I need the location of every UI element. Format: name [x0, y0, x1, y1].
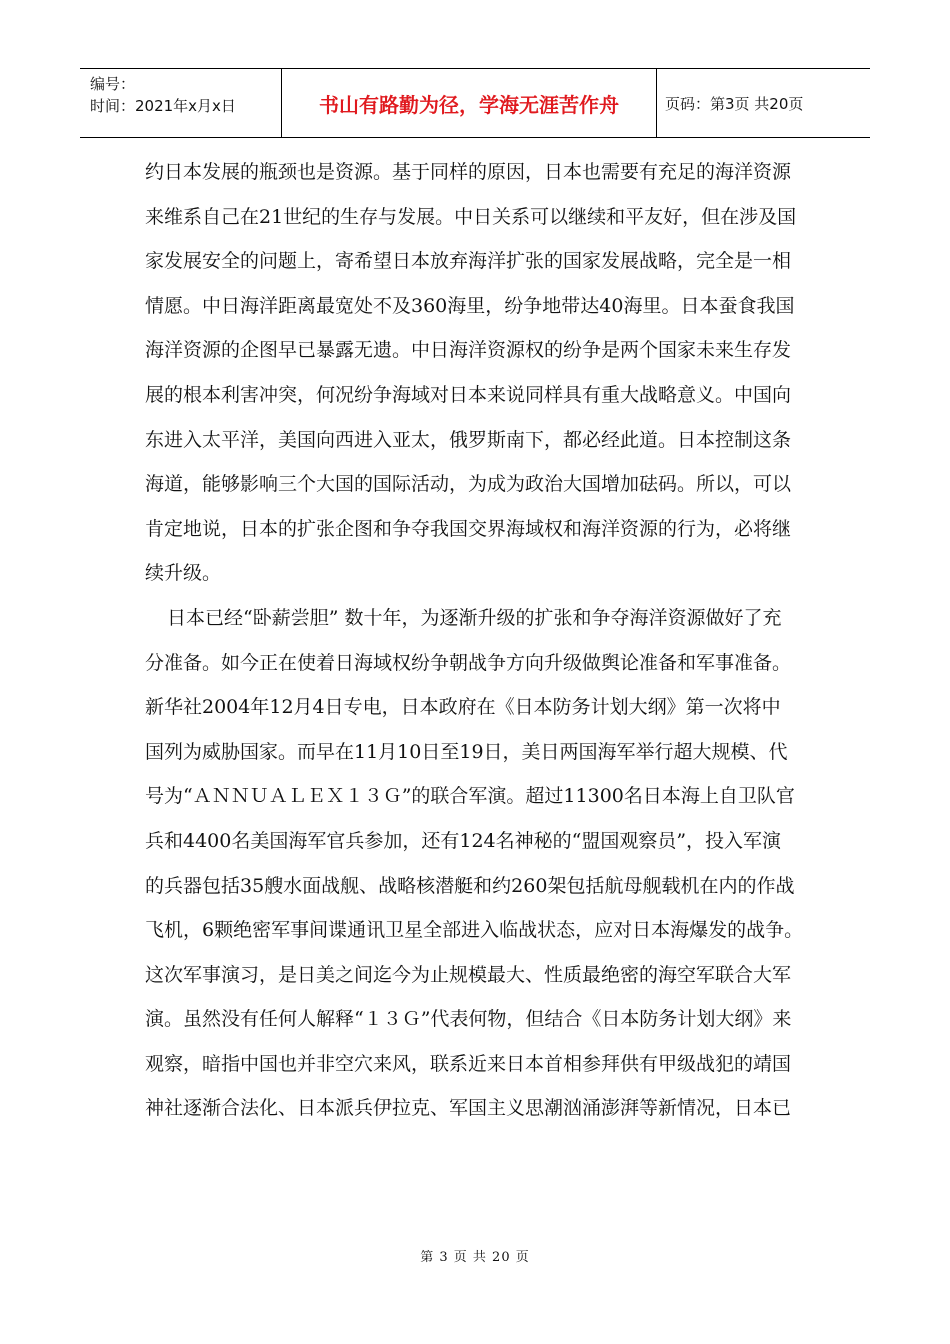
- text-line: 展的根本利害冲突，何况纷争海域对日本来说同样具有重大战略意义。中国向: [145, 383, 792, 406]
- header-meta: [80, 69, 282, 137]
- document-body: [145, 150, 817, 1131]
- page-header: [80, 68, 870, 138]
- text-line: 来维系自己在21世纪的生存与发展。中日关系可以继续和平友好，但在涉及国: [145, 205, 797, 228]
- text-line: 演。虽然没有任何人解释“１３Ｇ”代表何物，但结合《日本防务计划大纲》来: [145, 1008, 792, 1031]
- page-footer: 第 3 页 共 20 页: [420, 1250, 530, 1265]
- text-line: 新华社2004年12月4日专电，日本政府在《日本防务计划大纲》第一次将中: [145, 696, 781, 719]
- text-line: 观察，暗指中国也并非空穴来风，联系近来日本首相参拜供有甲级战犯的靖国: [145, 1052, 792, 1075]
- document-time-label: 时间：2021年x月x日: [90, 97, 236, 115]
- text-line: 海洋资源的企图早已暴露无遗。中日海洋资源权的纷争是两个国家未来生存发: [145, 339, 792, 362]
- text-line: 约日本发展的瓶颈也是资源。基于同样的原因，日本也需要有充足的海洋资源: [145, 161, 792, 183]
- text-line: 国列为威胁国家。而早在11月10日至19日，美日两国海军举行超大规模、代: [145, 740, 788, 763]
- text-line: 这次军事演习，是日美之间迄今为止规模最大、性质最绝密的海空军联合大军: [145, 963, 792, 986]
- document-number-label: 编号：: [90, 75, 136, 93]
- text-line: 飞机，6颗绝密军事间谍通讯卫星全部进入临战状态，应对日本海爆发的战争。: [145, 919, 804, 942]
- text-line-indented: 日本已经“卧薪尝胆” 数十年，为逐渐升级的扩张和争夺海洋资源做好了充: [167, 606, 782, 629]
- header-page-number: 页码：第3页 共20页: [665, 94, 804, 113]
- text-line: 分准备。如今正在使着日海域权纷争朝战争方向升级做舆论准备和军事准备。: [145, 651, 792, 674]
- text-line: 号为“ＡＮＮＵＡＬＥＸ１３Ｇ”的联合军演。超过11300名日本海上自卫队官: [145, 785, 795, 808]
- text-line: 海道，能够影响三个大国的国际活动，为成为政治大国增加砝码。所以，可以: [145, 473, 792, 496]
- text-line: 东进入太平洋，美国向西进入亚太，俄罗斯南下，都必经此道。日本控制这条: [145, 428, 792, 451]
- text-line: 神社逐渐合法化、日本派兵伊拉克、军国主义思潮汹涌澎湃等新情况，日本已: [145, 1097, 792, 1120]
- text-line: 肯定地说，日本的扩张企图和争夺我国交界海域权和海洋资源的行为，必将继: [145, 517, 792, 540]
- text-line: 的兵器包括35艘水面战舰、战略核潜艇和约260架包括航母舰载机在内的作战: [145, 874, 795, 897]
- paragraph-2: [145, 596, 817, 1131]
- text-line: 兵和4400名美国海军官兵参加，还有124名神秘的“盟国观察员”，投入军演: [145, 829, 782, 852]
- text-line: 情愿。中日海洋距离最宽处不及360海里，纷争地带达40海里。日本蚕食我国: [145, 294, 795, 317]
- text-line: 家发展安全的问题上，寄希望日本放弃海洋扩张的国家发展战略，完全是一相: [145, 250, 792, 273]
- text-line: 续升级。: [145, 562, 222, 585]
- paragraph-1: [145, 150, 817, 596]
- header-motto: 书山有路勤为径，学海无涯苦作舟: [282, 69, 657, 137]
